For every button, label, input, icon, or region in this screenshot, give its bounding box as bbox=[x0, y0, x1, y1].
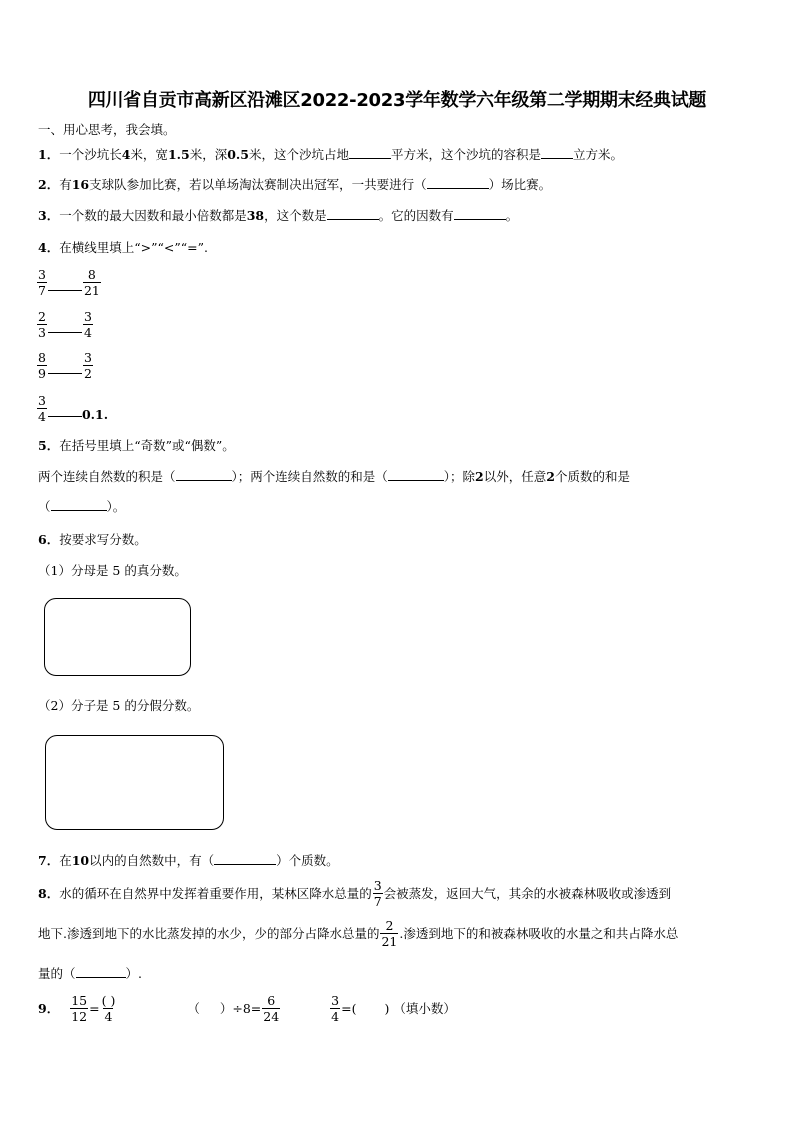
q3-number: 3． bbox=[38, 208, 60, 223]
q5-number: 5． bbox=[38, 438, 60, 453]
answer-blank[interactable] bbox=[176, 468, 232, 481]
q1-text: 立方米。 bbox=[572, 147, 623, 162]
page-title: 四川省自贡市高新区沿滩区2022-2023学年数学六年级第二学期期末经典试题 bbox=[87, 90, 707, 111]
q1-value: 1.5 bbox=[167, 147, 190, 162]
q6-number: 6． bbox=[38, 532, 60, 547]
question-7: 7．在10以内的自然数中，有（ ）个质数。 bbox=[38, 853, 339, 868]
question-5 bbox=[38, 437, 235, 455]
q2-number: 2． bbox=[38, 177, 60, 192]
q6-sub-1: （1）分母是 5 的真分数。 bbox=[38, 563, 187, 578]
q1-text: 米，这个沙坑占地 bbox=[248, 147, 349, 162]
q7-number: 7． bbox=[38, 853, 60, 868]
question-8-line-3: 量的（ ）. bbox=[38, 966, 142, 981]
fraction: $\frac{3}{4}$ bbox=[331, 993, 340, 1024]
fraction: $\frac{3}{4}$ bbox=[83, 309, 92, 340]
answer-blank[interactable] bbox=[214, 852, 276, 865]
question-9: 9． $\frac{15}{12}$ = $\frac{( )}{4}$ （ ）÷8= $\frac{6}{24}$ $\frac{3}{4}$ =( ) （填小数） bbox=[38, 993, 456, 1024]
answer-blank[interactable] bbox=[454, 207, 506, 220]
answer-box-1[interactable] bbox=[44, 598, 191, 676]
q5-text: 在括号里填上“奇数”或“偶数”。 bbox=[59, 438, 235, 453]
compare-row-3 bbox=[36, 350, 94, 381]
question-6 bbox=[38, 531, 147, 549]
fraction: $\frac{3}{7}$ bbox=[373, 878, 382, 909]
q2-value: 16 bbox=[71, 177, 90, 192]
answer-blank[interactable] bbox=[388, 468, 444, 481]
compare-blank[interactable] bbox=[48, 290, 82, 291]
q3-text: 。它的因数有 bbox=[378, 208, 454, 223]
question-8-line-2: 地下.渗透到地下的水比蒸发掉的水少，少的部分占降水总量的 $\frac{2}{21}$ .渗透到地下的和被森林吸收的水量之和共占降水总 bbox=[38, 918, 679, 949]
answer-blank[interactable] bbox=[327, 207, 379, 220]
q3-text: 。 bbox=[505, 208, 519, 223]
compare-blank[interactable] bbox=[48, 332, 82, 333]
answer-blank[interactable] bbox=[200, 1003, 220, 1015]
q1-value: 0.5 bbox=[227, 147, 249, 162]
q5-line-2: （ ）。 bbox=[38, 499, 126, 514]
answer-blank[interactable] bbox=[427, 176, 489, 189]
q4-text: 在横线里填上“>”“<”“=”. bbox=[59, 240, 208, 255]
question-4 bbox=[38, 239, 208, 257]
question-3 bbox=[38, 207, 518, 225]
question-2 bbox=[38, 176, 551, 194]
fraction: $\frac{3}{4}$ bbox=[38, 392, 46, 424]
compare-row-4 bbox=[36, 392, 108, 424]
fraction: $\frac{6}{24}$ bbox=[263, 993, 280, 1024]
q6-text: 按要求写分数。 bbox=[59, 532, 147, 547]
fraction: $\frac{8}{9}$ bbox=[38, 350, 46, 381]
section-heading: 一、用心思考，我会填。 bbox=[38, 122, 176, 137]
compare-blank[interactable] bbox=[48, 373, 82, 374]
q3-text: 一个数的最大因数和最小倍数都是 bbox=[59, 208, 247, 223]
answer-blank[interactable] bbox=[356, 1003, 384, 1015]
fraction-answer[interactable]: $\frac{( )}{4}$ bbox=[101, 993, 116, 1024]
q1-text: 一个沙坑长 bbox=[59, 147, 122, 162]
fraction: $\frac{8}{21}$ bbox=[83, 267, 100, 298]
q1-text: 平方米，这个沙坑的容积是 bbox=[390, 147, 541, 162]
compare-row-1 bbox=[36, 267, 102, 298]
fraction: $\frac{15}{12}$ bbox=[71, 993, 88, 1024]
q8-number: 8． bbox=[38, 885, 60, 901]
fraction: $\frac{2}{3}$ bbox=[38, 309, 46, 340]
q2-text: 支球队参加比赛，若以单场淘汰赛制决出冠军，一共要进行（ bbox=[89, 177, 427, 192]
compare-blank[interactable] bbox=[48, 416, 82, 417]
answer-blank[interactable] bbox=[76, 965, 126, 978]
compare-row-2 bbox=[36, 309, 94, 340]
q2-text: ）场比赛。 bbox=[488, 177, 552, 192]
q1-number: 1． bbox=[38, 147, 60, 162]
fraction: $\frac{3}{7}$ bbox=[38, 267, 46, 298]
answer-box-2[interactable] bbox=[45, 735, 224, 830]
q2-text: 有 bbox=[59, 177, 72, 192]
q1-text: 米，宽 bbox=[130, 147, 168, 162]
question-8-line-1: 8． 水的循环在自然界中发挥着重要作用，某林区降水总量的 $\frac{3}{7}$ 会被蒸发，返回大气，其余的水被森林吸收或渗透到 bbox=[38, 878, 672, 909]
q3-text: ，这个数是 bbox=[264, 208, 327, 223]
q6-sub-2: （2）分子是 5 的分假分数。 bbox=[38, 698, 200, 713]
compare-value: 0.1. bbox=[81, 407, 109, 422]
fraction: $\frac{3}{2}$ bbox=[83, 350, 92, 381]
answer-blank[interactable] bbox=[51, 498, 107, 511]
fraction: $\frac{2}{21}$ bbox=[381, 918, 398, 949]
question-1 bbox=[38, 146, 623, 164]
q9-number: 9． bbox=[38, 1000, 60, 1016]
q1-text: 米，深 bbox=[189, 147, 228, 162]
q1-value: 4 bbox=[121, 147, 131, 162]
q4-number: 4． bbox=[38, 240, 60, 255]
answer-blank[interactable] bbox=[349, 146, 391, 159]
q5-line-1: 两个连续自然数的积是（ ）；两个连续自然数的和是（ ）；除2以外，任意2个质数的和是 bbox=[38, 469, 630, 484]
answer-blank[interactable] bbox=[541, 146, 573, 159]
q3-value: 38 bbox=[246, 208, 265, 223]
